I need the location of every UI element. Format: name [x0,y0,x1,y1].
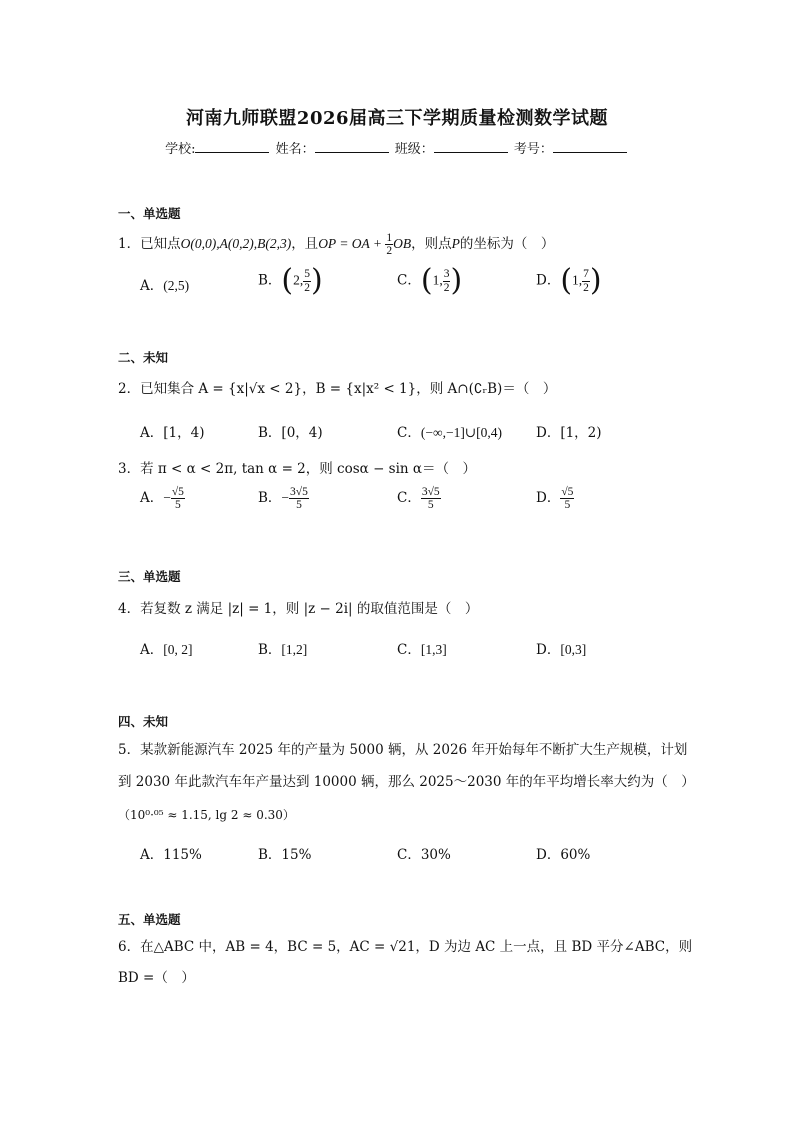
question-6-line-2: BD =（ ） [118,970,195,986]
section-heading: 二、未知 [118,350,169,365]
name-blank[interactable] [315,140,389,153]
page-title: 河南九师联盟2026届高三下学期质量检测数学试题 [185,108,609,129]
question-5-line-1 [118,738,687,758]
option-label: A． [140,490,164,507]
option-c[interactable] [397,421,502,441]
option-label: C． [397,272,421,289]
option-sign: − [281,490,290,506]
option-label: C． [397,847,421,863]
option-c[interactable] [397,486,441,511]
option-text: 115% [163,847,202,863]
option-d[interactable] [536,486,574,511]
option-text: 1, [432,272,443,288]
option-d[interactable] [536,263,602,298]
option-b[interactable] [258,486,309,511]
question-text: ，且 [291,236,319,253]
school-label: 学校: [165,142,196,157]
fraction-denominator: 5 [296,499,302,512]
option-text: 30% [420,847,451,863]
option-text: [1，2) [560,425,602,441]
option-label: C． [397,642,421,658]
question-text: 在△ABC 中，AB = 4，BC = 5，AC = √21，D 为边 AC 上一点，且 BD 平分∠ABC，则 [140,939,693,955]
question-text: 已知集合 A = {x|√x < 2}，B = {x|x² < 1}，则 A∩(∁ᵣB)＝（ ） [140,381,557,397]
question-number: 6． [118,939,141,955]
paren-right: ) [450,263,463,298]
name-label: 姓名： [275,142,315,157]
option-c[interactable] [397,263,463,298]
vector-equation: OP = OA + [318,236,386,252]
option-d[interactable] [536,843,590,863]
section-heading: 五、单选题 [118,912,181,927]
option-text: (−∞,−1]∪[0,4) [420,425,502,440]
option-text: (2,5) [163,278,190,293]
option-text: [0,3] [560,642,587,657]
option-b[interactable] [258,263,323,298]
paren-right: ) [589,263,602,298]
question-number: 4． [118,601,141,617]
question-text: 已知点 [140,236,181,253]
fraction-denominator: 2 [443,281,450,294]
fraction-numerator: √5 [561,486,574,498]
option-d[interactable] [536,421,602,441]
question-number: 1． [118,236,141,253]
option-a[interactable] [140,638,193,658]
fraction [303,268,311,293]
question-5-line-2: 到 2030 年此款汽车年产量达到 10000 辆，那么 2025～2030 年的年平均增长率大约为（ ） [118,774,695,790]
fraction-denominator: 2 [304,281,311,294]
question-6-line-1 [118,935,692,955]
fraction-numerator: 3 [443,268,450,281]
fraction-denominator: 2 [386,245,393,258]
option-label: A． [140,278,164,294]
fraction-denominator: 5 [427,499,434,512]
option-c[interactable] [397,638,447,658]
option-label: A． [140,847,164,863]
paren-right: ) [311,263,323,298]
option-label: D． [536,642,561,658]
option-label: D． [536,272,561,289]
question-text: 若 π < α < 2π, tan α = 2，则 cosα − sin α＝（ ） [140,461,477,477]
fraction-numerator: 1 [386,232,393,244]
option-label: D． [536,847,561,863]
question-number: 5． [118,742,141,758]
option-label: B． [258,425,282,441]
fraction-numerator: 7 [583,268,589,281]
option-text: [1，4) [163,425,205,441]
section-heading: 三、单选题 [118,569,181,584]
option-text: [0, 2] [163,642,193,657]
option-label: A． [140,425,164,441]
school-blank[interactable] [195,140,269,153]
question-math: O(0,0),A(0,2),B(2,3) [180,236,292,252]
option-text: 15% [281,847,312,863]
fraction [171,486,185,511]
option-text: [1,2] [281,642,308,657]
option-text: [0，4) [281,425,323,441]
class-blank[interactable] [434,140,508,153]
question-2-stem [118,377,556,397]
option-label: B． [258,490,282,507]
option-label: C． [397,490,421,507]
option-label: D． [536,490,561,507]
question-number: 3． [118,461,141,477]
option-a[interactable] [140,421,204,441]
question-text: 的坐标为（ ） [459,236,555,253]
question-3-stem [118,457,476,477]
student-info-line [0,138,794,157]
fraction [582,268,590,293]
option-label: A． [140,642,164,658]
fraction-numerator: 3√5 [421,486,440,498]
fraction-denominator: 5 [564,499,571,512]
option-text: 2, [293,272,304,288]
section-heading: 四、未知 [118,714,169,729]
question-math: P [451,236,460,252]
option-b[interactable] [258,638,307,658]
option-b[interactable] [258,843,311,863]
option-b[interactable] [258,421,323,441]
question-number: 2． [118,381,141,397]
option-label: B． [258,642,282,658]
option-label: B． [258,272,282,289]
exam-no-label: 考号： [513,142,553,157]
option-text: 60% [560,847,591,863]
option-a[interactable] [140,274,189,294]
fraction [289,486,309,511]
option-text: 1, [572,272,583,288]
fraction-numerator: 5 [304,268,311,281]
option-label: C． [397,425,421,441]
exam-no-blank[interactable] [553,140,627,153]
fraction [560,486,574,511]
class-label: 班级： [394,142,434,157]
question-5-hint: （10⁰·⁰⁵ ≈ 1.15, lg 2 ≈ 0.30） [118,808,295,822]
paren-left: ( [560,263,573,298]
section-heading: 一、单选题 [118,206,181,221]
option-a[interactable] [140,843,202,863]
option-label: B． [258,847,282,863]
option-c[interactable] [397,843,451,863]
option-d[interactable] [536,638,586,658]
paren-left: ( [281,263,294,298]
fraction-numerator: 3√5 [290,486,308,498]
fraction-numerator: √5 [171,486,184,498]
option-sign: − [163,490,171,506]
question-text: ，则点 [411,236,452,253]
option-a[interactable] [140,486,185,511]
option-text: [1,3] [420,642,447,657]
fraction [385,232,393,257]
option-label: D． [536,425,561,441]
vector-term: OB [393,236,412,252]
fraction [421,486,441,511]
question-4-stem [118,597,478,617]
question-text: 某款新能源汽车 2025 年的产量为 5000 辆，从 2026 年开始每年不断扩大生产规模，计划 [140,742,688,758]
question-1-stem [118,232,554,257]
fraction-denominator: 5 [175,499,181,512]
paren-left: ( [420,263,433,298]
question-text: 若复数 z 满足 |z| = 1，则 |z − 2i| 的取值范围是（ ） [140,601,479,617]
fraction-denominator: 2 [583,281,589,294]
